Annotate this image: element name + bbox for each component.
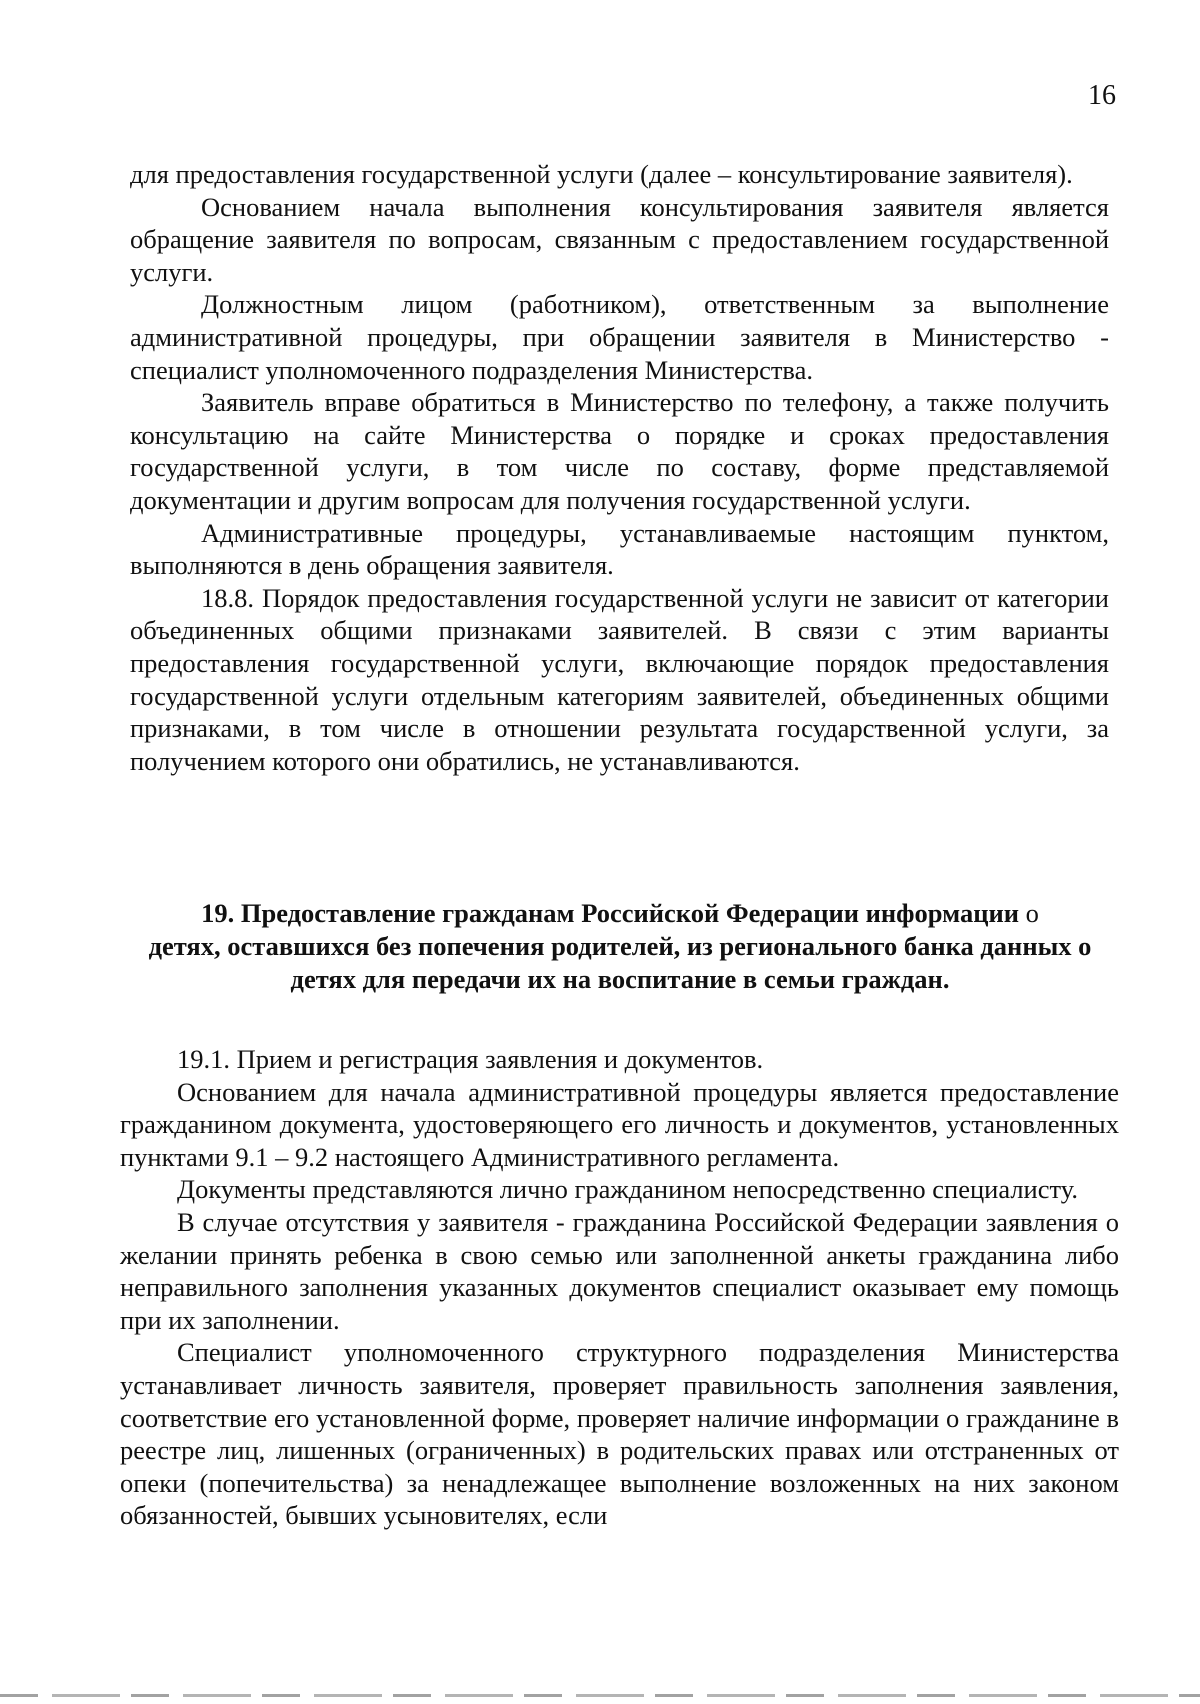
section-19-text <box>120 1043 1119 1532</box>
heading-part-2: детях, оставшихся без попечения родителей, из регионального банка данных о детях для передачи их на воспитание в семьи граждан. <box>148 931 1092 994</box>
paragraph: Основанием начала выполнения консультирования заявителя является обращение заявителя по вопросам, связанным с предоставлением государственной услуги. <box>130 191 1109 287</box>
section-18-text <box>130 158 1109 777</box>
paragraph-18-8: 18.8. Порядок предоставления государственной услуги не зависит от категории объединенных общими признаками заявителей. В связи с этим варианты предоставления государственной услуги, включающие порядок предоставления государственной услуги отдельным категориям заявителей, объединенных общими признаками, в том числе в отношении результата государственной услуги, за получением которого они обратились, не устанавливаются. <box>130 582 1109 776</box>
paragraph: Административные процедуры, устанавливаемые настоящим пунктом, выполняются в день обращения заявителя. <box>130 517 1109 581</box>
scan-edge-artifact <box>0 1694 1200 1697</box>
paragraph: Специалист уполномоченного структурного подразделения Министерства устанавливает личность заявителя, проверяет правильность заполнения заявления, соответствие его установленной форме, проверяет наличие информации о гражданине в реестре лиц, лишенных (ограниченных) в родительских правах или отстраненных от опеки (попечительства) за ненадлежащее выполнение возложенных на них законом обязанностей, бывших усыновителях, если <box>120 1337 1119 1531</box>
paragraph: Заявитель вправе обратиться в Министерство по телефону, а также получить консультацию на сайте Министерства о порядке и сроках предоставления государственной услуги, в том числе по составу, форме представляемой документации и другим вопросам для получения государственной услуги. <box>130 387 1109 515</box>
paragraph: Должностным лицом (работником), ответственным за выполнение административной процедуры, при обращении заявителя в Министерство - специалист уполномоченного подразделения Министерства. <box>130 289 1109 385</box>
paragraph: Документы представляются лично гражданином непосредственно специалисту. <box>177 1174 1078 1205</box>
paragraph-continuation: для предоставления государственной услуги (далее – консультирование заявителя). <box>130 159 1073 189</box>
section-19-heading <box>120 897 1120 996</box>
paragraph: В случае отсутствия у заявителя - гражданина Российской Федерации заявления о желании принять ребенка в свою семью или заполненной анкеты гражданина либо неправильного заполнения указанных документов специалист оказывает ему помощь при их заполнении. <box>120 1206 1119 1335</box>
paragraph: Основанием для начала административной процедуры является предоставление гражданином документа, удостоверяющего его личность и документов, установленных пунктами 9.1 – 9.2 настоящего Административного регламента. <box>120 1076 1119 1172</box>
heading-part-1: 19. Предоставление гражданам Российской Федерации информации <box>201 898 1020 928</box>
paragraph-19-1: 19.1. Прием и регистрация заявления и документов. <box>177 1044 764 1074</box>
heading-tail: о <box>1019 898 1039 928</box>
page-number: 16 <box>1088 80 1116 111</box>
